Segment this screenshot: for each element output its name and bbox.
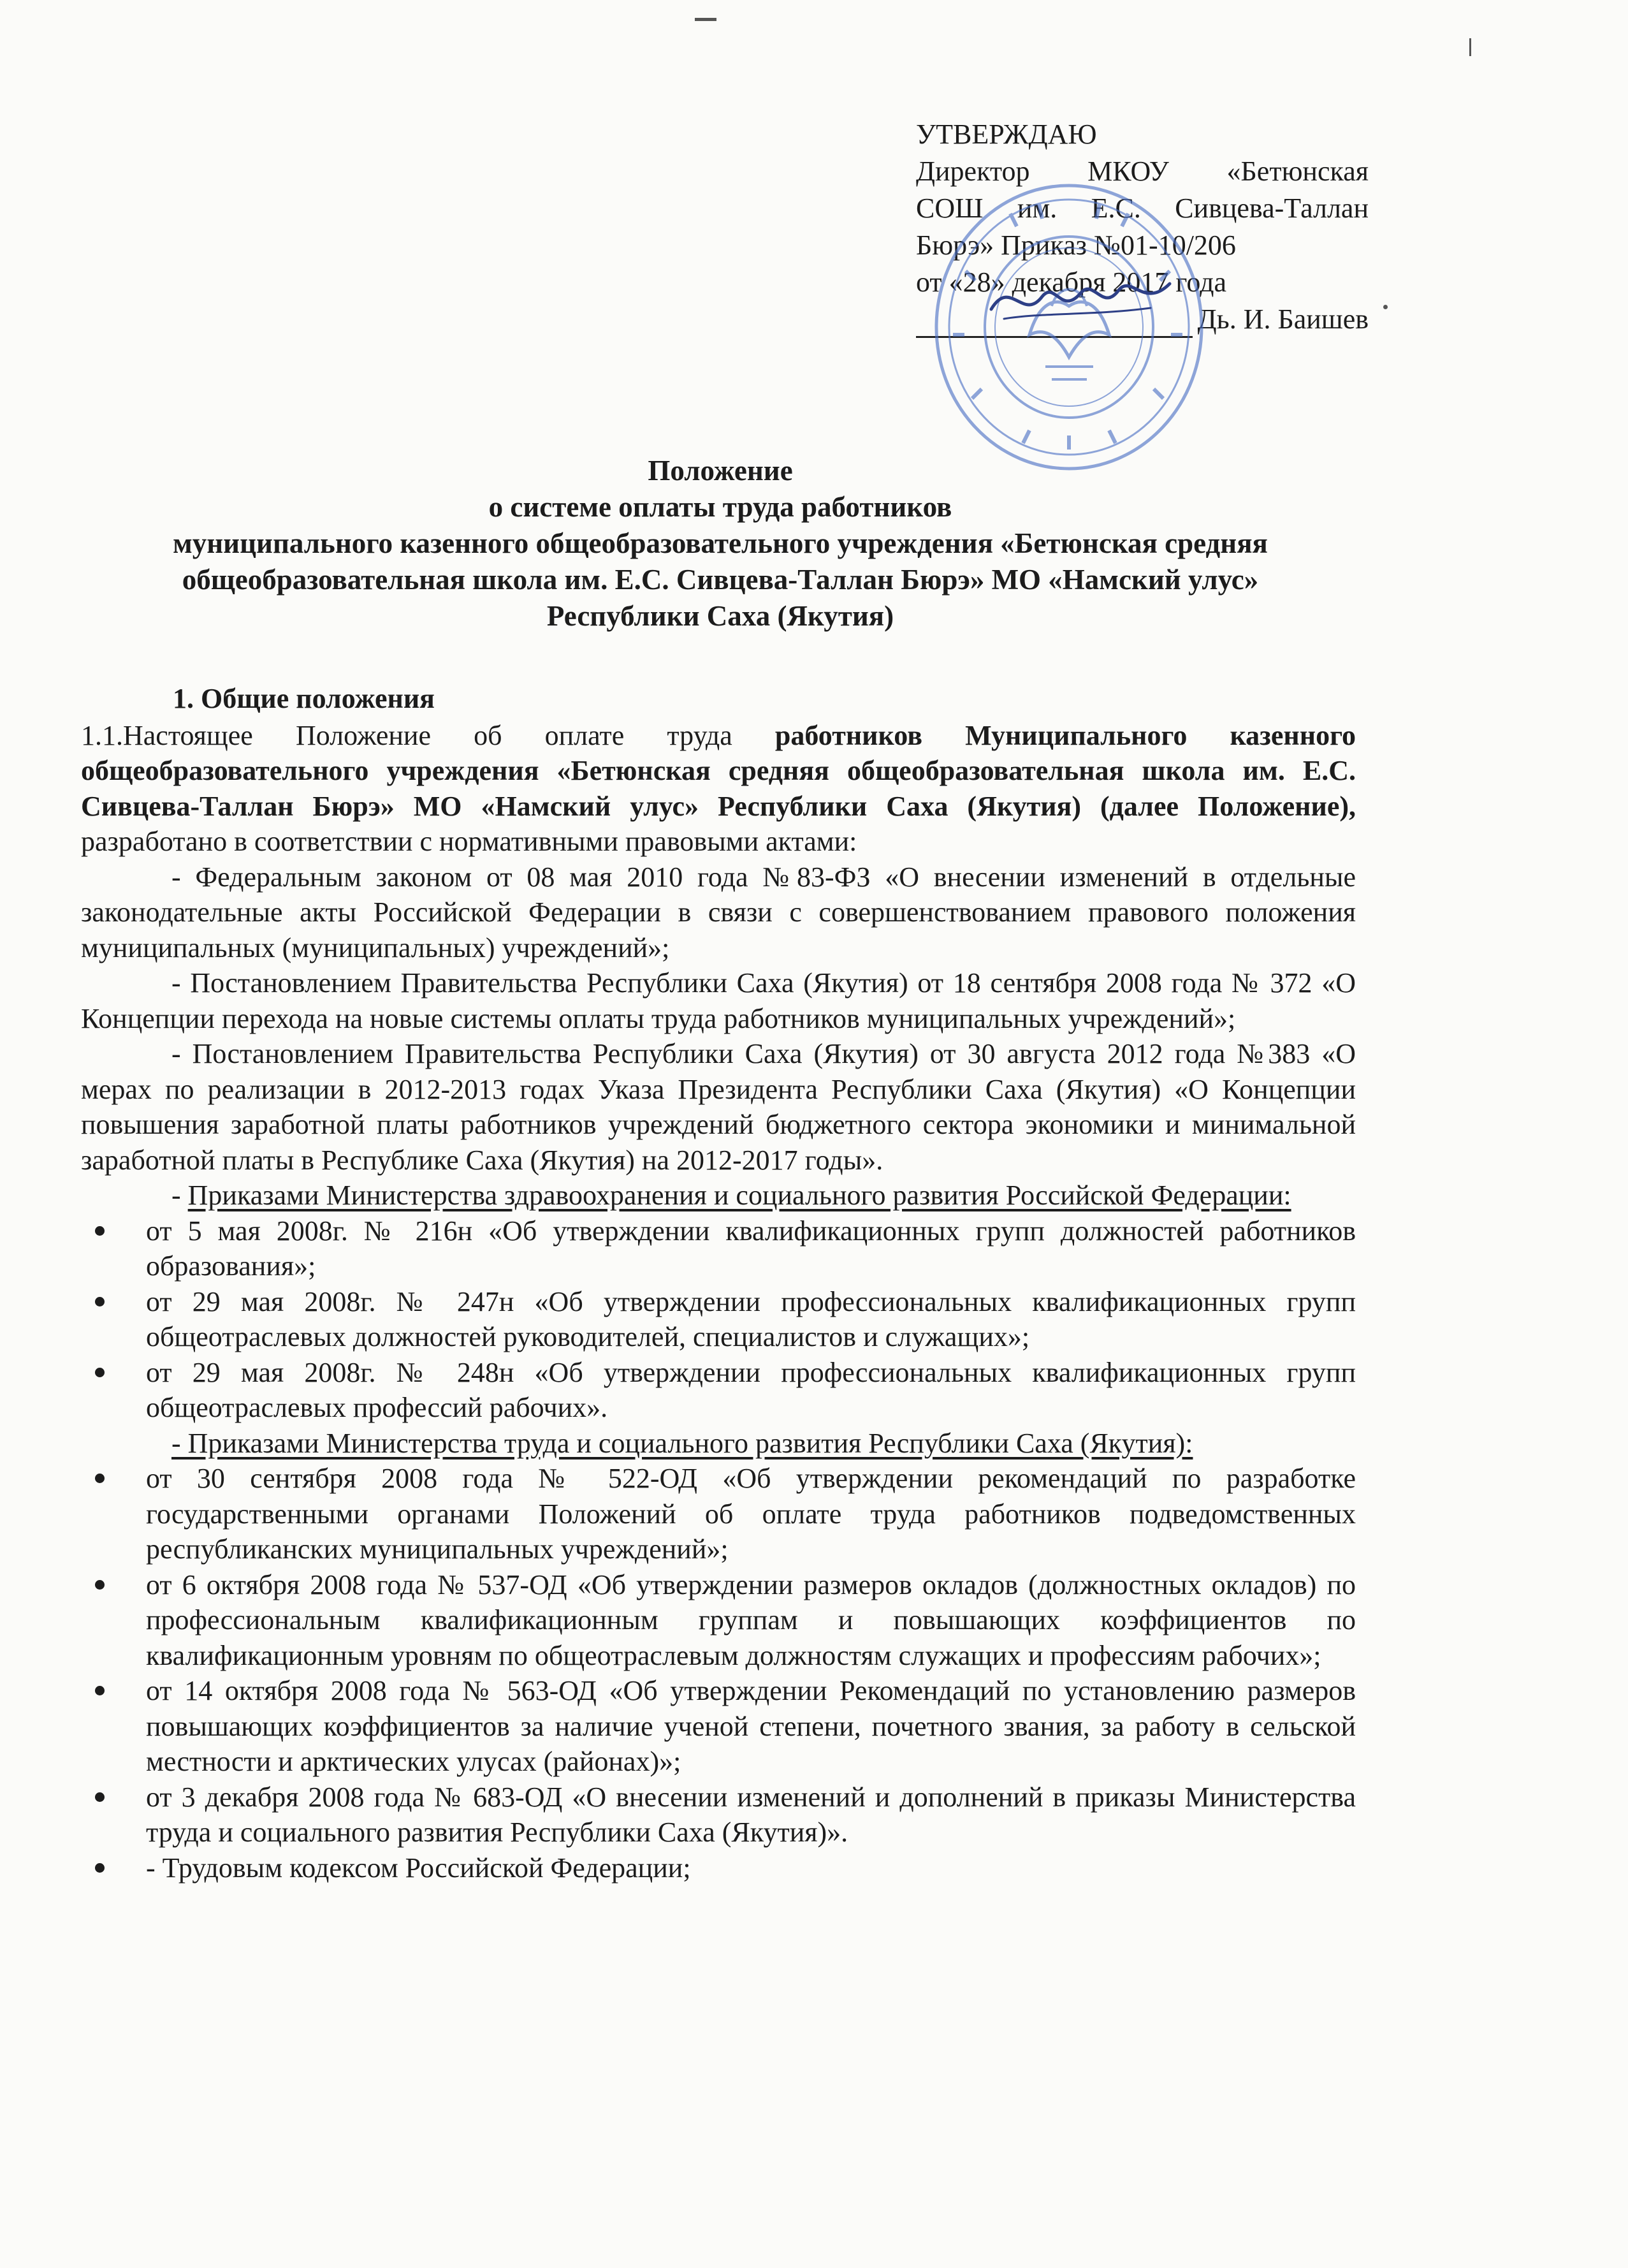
minzdrav-list [81,1213,1356,1426]
minzdrav-heading [81,1178,1356,1213]
list-item-text: от 30 сентября 2008 года № 522-ОД «Об утверждении рекомендаций по разработке государственными органами Положений об оплате труда работников подведомственных республиканских муниципальных учреждений»; [146,1463,1356,1565]
handwritten-signature [985,265,1176,335]
title-line-1: Положение [648,455,793,487]
document-body [81,681,1356,1885]
bullet [95,1863,105,1873]
title-line-4: общеобразовательная школа им. Е.С. Сивцева-Таллан Бюрэ» МО «Намский улус» [182,564,1259,596]
list-item-text: от 29 мая 2008г. № 248н «Об утверждении профессиональных квалификационных групп общеотраслевых профессий рабочих». [146,1356,1356,1423]
bullet [95,1792,105,1802]
mintrud-heading: - Приказами Министерства труда и социального развития Республики Саха (Якутия): [171,1427,1193,1459]
title-line-5: Республики Саха (Якутия) [546,600,894,632]
list-item-text: - Трудовым кодексом Российской Федерации; [146,1852,691,1884]
list-item-text: от 6 октября 2008 года № 537-ОД «Об утверждении размеров окладов (должностных окладов) по профессиональным квалификационным группам и повышающих коэффициентов по квалификационным уровням по общеотраслевым должностям служащих и профессиям рабочих»; [146,1569,1356,1671]
minzdrav-heading-text: Приказами Министерства здравоохранения и социального развития Российской Федерации: [187,1180,1291,1211]
title-line-3: муниципального казенного общеобразовательного учреждения «Бетюнская средняя [173,527,1268,559]
list-item [81,1673,1356,1780]
law-item-2: - Постановлением Правительства Республики Саха (Якутия) от 18 сентября 2008 года № 372 «О Концепции перехода на новые системы оплаты труда работников муниципальных учреждений»; [81,967,1356,1034]
list-item-text: от 5 мая 2008г. № 216н «Об утверждении квалификационных групп должностей работников образования»; [146,1215,1356,1282]
list-item [81,1567,1356,1674]
approval-line-1: Директор МКОУ «Бетюнская [916,156,1369,187]
scan-mark-top [695,18,716,21]
section-heading: 1. Общие положения [173,683,435,714]
title-line-2: о системе оплаты труда работников [488,491,952,523]
paragraph-1-1-end: разработано в соответствии с нормативными правовыми актами: [81,826,857,857]
law-item-1: - Федеральным законом от 08 мая 2010 года №83-ФЗ «О внесении изменений в отдельные законодательные акты Российской Федерации в связи с совершенствованием правового положения муниципальных (муниципальных) учреждений»; [81,861,1356,963]
list-item-text: от 3 декабря 2008 года № 683-ОД «О внесении изменений и дополнений в приказы Министерства труда и социального развития Республики Саха (Якутия)». [146,1781,1356,1848]
bullet [95,1580,105,1590]
list-item [81,1850,1356,1886]
bullet [95,1226,105,1236]
minzdrav-dash: - [171,1180,188,1211]
list-item-text: от 29 мая 2008г. № 247н «Об утверждении профессиональных квалификационных групп общеотраслевых должностей руководителей, специалистов и служащих»; [146,1285,1356,1352]
approval-line-2: СОШ им. Е.С. Сивцева-Таллан [916,193,1369,224]
list-item [81,1461,1356,1567]
scan-mark-right [1469,38,1471,56]
list-item [81,1355,1356,1426]
list-item [81,1213,1356,1284]
bullet [95,1368,105,1377]
paragraph-1-1 [81,718,1356,860]
scan-dot [1383,305,1388,309]
list-item [81,1780,1356,1850]
list-item [81,1284,1356,1355]
approval-heading: УТВЕРЖДАЮ [916,119,1097,150]
approval-line-3: Бюрэ» Приказ №01-10/206 [916,230,1236,261]
bullet [95,1297,105,1306]
paragraph-1-1-start: 1.1.Настоящее Положение об оплате труда [81,719,775,751]
paragraph-1-1-bold: работников Муниципального казенного общеобразовательного учреждения «Бетюнская средняя общеобразовательная школа им. Е.С. Сивцева-Таллан Бюрэ» МО «Намский улус» Республики Саха (Якутия) (далее Положение), [81,719,1356,822]
document-title [83,453,1358,634]
approval-signer: Дь. И. Баишев [1197,304,1369,335]
law-item-3: - Постановлением Правительства Республики Саха (Якутия) от 30 августа 2012 года №383 «О мерах по реализации в 2012-2013 годах Указа Президента Республики Саха (Якутия) «О Концепции повышения заработной платы работников учреждений бюджетного сектора экономики и минимальной заработной платы в Республике Саха (Якутия) на 2012-2017 годы». [81,1038,1356,1176]
mintrud-list [81,1461,1356,1885]
bullet [95,1686,105,1695]
bullet [95,1474,105,1483]
list-item-text: от 14 октября 2008 года № 563-ОД «Об утверждении Рекомендаций по установлению размеров повышающих коэффициентов за наличие ученой степени, почетного звания, за работу в сельской местности и арктических улусах (районах)»; [146,1675,1356,1777]
approval-line-4: от «28» декабря 2017 года [916,267,1227,298]
